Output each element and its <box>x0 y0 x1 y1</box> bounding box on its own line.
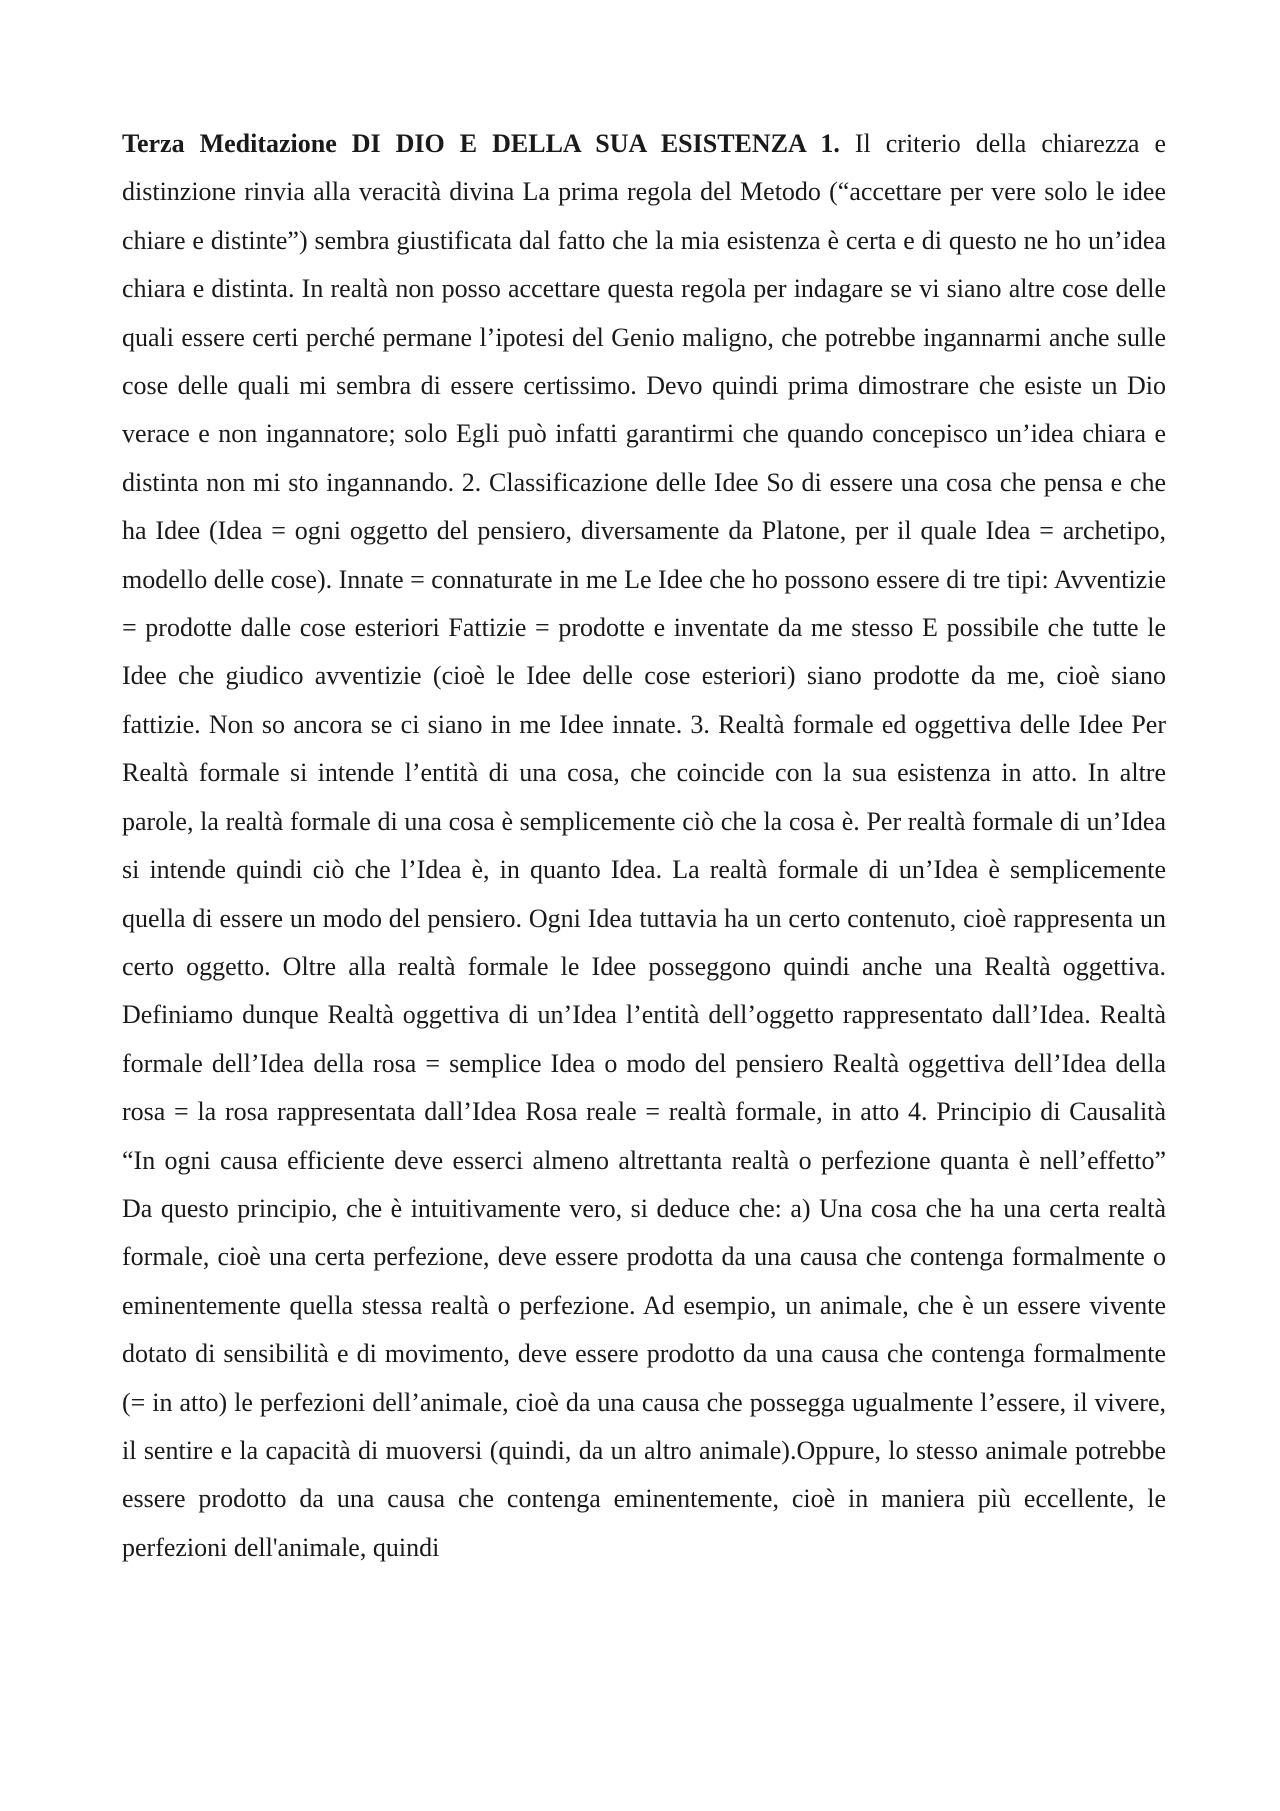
section-heading: Terza Meditazione DI DIO E DELLA SUA ESISTENZA 1. <box>122 129 840 158</box>
body-paragraph <box>122 120 1166 1572</box>
body-text: Il criterio della chiarezza e distinzione rinvia alla veracità divina La prima regola del Metodo (“accettare per vere solo le idee chiare e distinte”) sembra giustificata dal fatto che la mia esistenza è certa e di questo ne ho un’idea chiara e distinta. In realtà non posso accettare questa regola per indagare se vi siano altre cose delle quali essere certi perché permane l’ipotesi del Genio maligno, che potrebbe ingannarmi anche sulle cose delle quali mi sembra di essere certissimo. Devo quindi prima dimostrare che esiste un Dio verace e non ingannatore; solo Egli può infatti garantirmi che quando concepisco un’idea chiara e distinta non mi sto ingannando. 2. Classificazione delle Idee So di essere una cosa che pensa e che ha Idee (Idea = ogni oggetto del pensiero, diversamente da Platone, per il quale Idea = archetipo, modello delle cose). Innate = connaturate in me Le Idee che ho possono essere di tre tipi: Avventizie = prodotte dalle cose esteriori Fattizie = prodotte e inventate da me stesso E possibile che tutte le Idee che giudico avventizie (cioè le Idee delle cose esteriori) siano prodotte da me, cioè siano fattizie. Non so ancora se ci siano in me Idee innate. 3. Realtà formale ed oggettiva delle Idee Per Realtà formale si intende l’entità di una cosa, che coincide con la sua esistenza in atto. In altre parole, la realtà formale di una cosa è semplicemente ciò che la cosa è. Per realtà formale di un’Idea si intende quindi ciò che l’Idea è, in quanto Idea. La realtà formale di un’Idea è semplicemente quella di essere un modo del pensiero. Ogni Idea tuttavia ha un certo contenuto, cioè rappresenta un certo oggetto. Oltre alla realtà formale le Idee posseggono quindi anche una Realtà oggettiva. Definiamo dunque Realtà oggettiva di un’Idea l’entità dell’oggetto rappresentato dall’Idea. Realtà formale dell’Idea della rosa = semplice Idea o modo del pensiero Realtà oggettiva dell’Idea della rosa = la rosa rappresentata dall’Idea Rosa reale = realtà formale, in atto 4. Principio di Causalità “In ogni causa efficiente deve esserci almeno altrettanta realtà o perfezione quanta è nell’effetto” Da questo principio, che è intuitivamente vero, si deduce che: a) Una cosa che ha una certa realtà formale, cioè una certa perfezione, deve essere prodotta da una causa che contenga formalmente o eminentemente quella stessa realtà o perfezione. Ad esempio, un animale, che è un essere vivente dotato di sensibilità e di movimento, deve essere prodotto da una causa che contenga formalmente (= in atto) le perfezioni dell’animale, cioè da una causa che possegga ugualmente l’essere, il vivere, il sentire e la capacità di muoversi (quindi, da un altro animale).Oppure, lo stesso animale potrebbe essere prodotto da una causa che contenga eminentemente, cioè in maniera più eccellente, le perfezioni dell'animale, quindi <box>122 129 1166 1562</box>
